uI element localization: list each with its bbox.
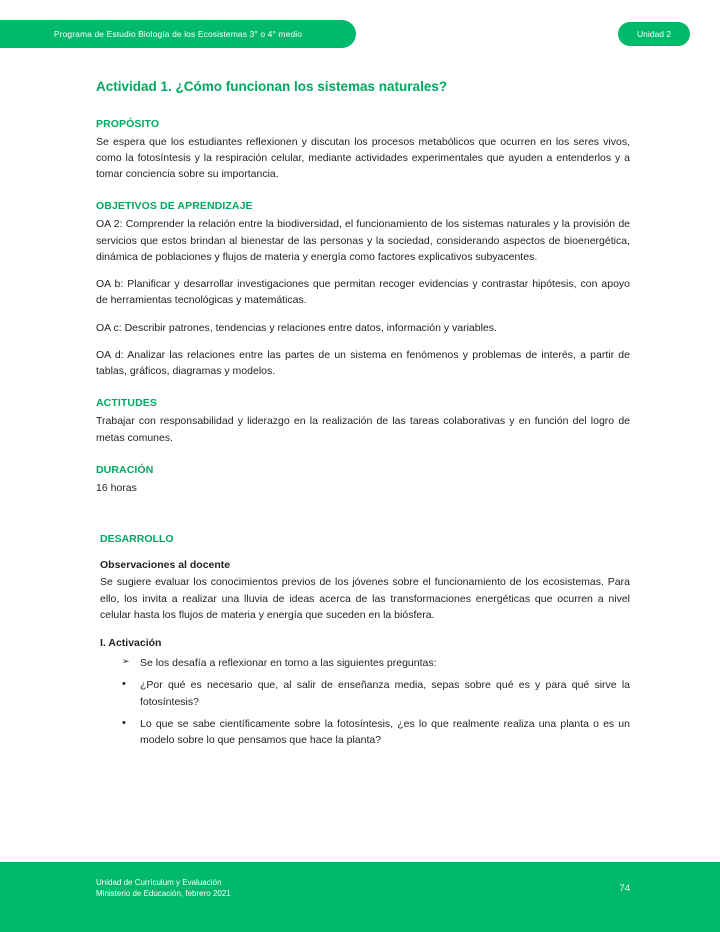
- list-item-text: Se los desafía a reflexionar en torno a las siguientes preguntas:: [140, 657, 437, 670]
- activacion-list: [96, 655, 630, 748]
- footer-credits: [96, 877, 231, 900]
- list-item: [122, 677, 630, 710]
- list-item-text: Lo que se sabe científicamente sobre la fotosíntesis, ¿es lo que realmente realiza una planta o es un modelo sobre lo que pensamos que hace la planta?: [140, 717, 630, 747]
- unit-badge-label: Unidad 2: [636, 29, 672, 39]
- page-number: 74: [619, 883, 630, 894]
- dot-bullet-icon: •: [122, 716, 126, 729]
- list-item-text: ¿Por qué es necesario que, al salir de enseñanza media, sepas sobre qué es y para qué sirve la fotosíntesis?: [140, 679, 630, 708]
- section-label-actitudes: ACTITUDES: [96, 397, 157, 410]
- unit-badge: [618, 22, 690, 46]
- section-label-desarrollo: DESARROLLO: [100, 533, 174, 546]
- observaciones-heading: Observaciones al docente: [100, 559, 231, 572]
- program-header-band: [0, 20, 356, 48]
- activacion-heading: I. Activación: [100, 637, 162, 650]
- section-label-proposito: PROPÓSITO: [96, 117, 160, 130]
- proposito-text: Se espera que los estudiantes reflexionen y discutan los procesos metabólicos que ocurren en los seres vivos, como la fotosíntesis y la respiración celular, mediante actividades experimentales que ayuden a entenderlos y a tomar conciencia sobre su importancia.: [96, 135, 630, 181]
- program-header-label: Programa de Estudio Biología de los Ecosistemas 3° o 4° medio: [53, 29, 303, 39]
- objetivo-oad: OA d: Analizar las relaciones entre las partes de un sistema en fenómenos y problemas de interés, a partir de tablas, gráficos, diagramas y modelos.: [96, 348, 630, 378]
- actitudes-text: Trabajar con responsabilidad y liderazgo en la realización de las tareas colaborativas y en función del logro de metas comunes.: [96, 415, 630, 444]
- spacer: [96, 507, 630, 533]
- section-label-duracion: DURACIÓN: [96, 464, 154, 476]
- footer-credits-line1: Unidad de Currículum y Evaluación: [96, 877, 222, 887]
- page-title: Actividad 1. ¿Cómo funcionan los sistemas naturales?: [96, 79, 448, 94]
- objetivo-oa2: OA 2: Comprender la relación entre la biodiversidad, el funcionamiento de los sistemas naturales y la provisión de servicios que estos brindan al bienestar de las personas y la sociedad, considerando aspectos de bioenergética, dinámica de poblaciones y flujos de materia y energía como factores explicativos subyacentes.: [96, 218, 630, 263]
- duracion-text: 16 horas: [96, 482, 137, 494]
- footer-credits-line2: Ministerio de Educación, febrero 2021: [96, 889, 231, 899]
- section-label-objetivos: OBJETIVOS DE APRENDIZAJE: [96, 200, 253, 213]
- dot-bullet-icon: •: [122, 678, 126, 691]
- document-content: [96, 78, 630, 754]
- arrow-bullet-icon: ➢: [122, 656, 130, 667]
- objetivo-oab: OA b: Planificar y desarrollar investigaciones que permitan recoger evidencias y contrastar hipótesis, con apoyo de herramientas tecnológicas y matemáticas.: [96, 278, 630, 307]
- objetivo-oac: OA c: Describir patrones, tendencias y relaciones entre datos, información y variables.: [96, 321, 497, 334]
- observaciones-text: Se sugiere evaluar los conocimientos previos de los jóvenes sobre el funcionamiento de los ecosistemas. Para ello, los invita a realizar una lluvia de ideas acerca de las transformaciones energéticas que ocurren a nivel celular hasta los flujos de materia y energía que suceden en la biósfera.: [100, 576, 630, 621]
- list-item: [122, 716, 630, 749]
- list-item: [122, 655, 630, 671]
